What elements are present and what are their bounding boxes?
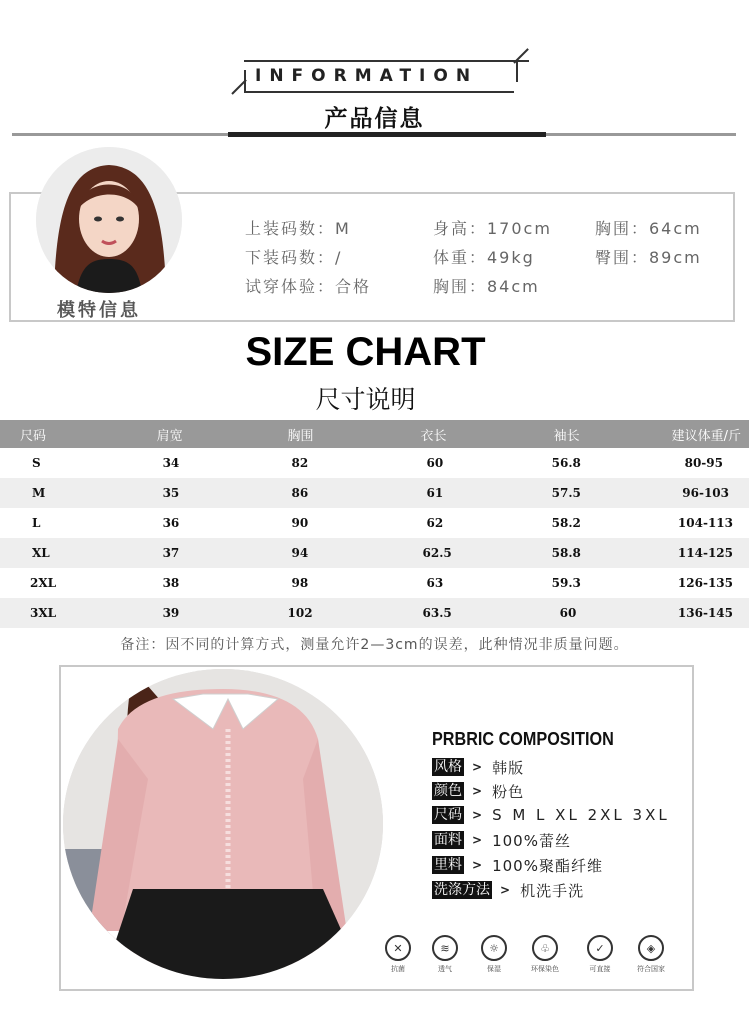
fitting-info: 试穿体验：合格 — [245, 277, 372, 296]
chevron-right-icon: > — [472, 760, 483, 774]
column-header: 袖长 — [534, 420, 672, 448]
table-cell: 90 — [291, 516, 309, 530]
table-cell: 86 — [268, 478, 401, 508]
table-cell: 62.5 — [401, 538, 534, 568]
top-size-info: 上装码数：M — [245, 219, 351, 238]
model-avatar — [36, 147, 182, 293]
care-label: 保湿 — [487, 965, 501, 973]
column-header: 肩宽 — [75, 420, 268, 448]
composition-tag: 面料 — [434, 832, 462, 848]
chevron-right-icon: > — [472, 833, 483, 847]
header-accent-bar — [228, 132, 546, 137]
table-cell: L — [32, 516, 41, 530]
composition-tag: 风格 — [434, 759, 462, 775]
info-header — [0, 0, 749, 140]
table-cell: 59.3 — [551, 576, 581, 590]
table-cell: 61 — [401, 478, 534, 508]
composition-value: 粉色 — [492, 782, 525, 801]
antibacterial-icon: ✕ — [385, 935, 411, 961]
size-chart-subtitle: 尺寸说明 — [315, 385, 416, 414]
chevron-right-icon: > — [500, 883, 511, 897]
column-header: 衣长 — [401, 420, 534, 448]
table-row — [0, 568, 749, 598]
care-label: 符合国家 — [637, 965, 665, 973]
composition-tag: 尺码 — [434, 807, 462, 823]
table-cell: 82 — [291, 456, 309, 470]
breathable-icon: ≋ — [432, 935, 458, 961]
composition-title: PRBRIC COMPOSITION — [432, 729, 614, 749]
composition-row — [432, 757, 524, 777]
table-cell: 2XL — [30, 576, 57, 590]
column-header: 胸围 — [268, 420, 401, 448]
table-cell: 94 — [268, 538, 401, 568]
care-label: 透气 — [438, 965, 452, 973]
composition-tag: 里料 — [434, 857, 462, 873]
care-item — [379, 935, 417, 974]
bust-info: 胸围：64cm — [595, 219, 702, 238]
table-cell: 114-125 — [672, 538, 749, 568]
height-info: 身高：170cm — [433, 219, 552, 238]
information-heading: INFORMATION — [255, 66, 479, 86]
composition-value: 韩版 — [492, 758, 525, 777]
table-cell: 36 — [162, 516, 180, 530]
composition-row — [432, 805, 670, 825]
composition-tag: 颜色 — [434, 783, 462, 799]
table-row — [0, 448, 749, 478]
header-tick-right — [516, 60, 518, 82]
washable-icon: ✓ — [587, 935, 613, 961]
care-item — [526, 935, 564, 974]
table-cell: 37 — [75, 538, 268, 568]
size-note: 备注：因不同的计算方式，测量允许2—3cm的误差，此种情况非质量问题。 — [120, 637, 629, 653]
care-item — [632, 935, 670, 974]
product-info-title: 产品信息 — [324, 106, 425, 132]
chevron-right-icon: > — [472, 808, 483, 822]
composition-value: 机洗手洗 — [520, 881, 585, 900]
table-cell: XL — [0, 538, 75, 568]
column-header: 建议体重/斤 — [672, 420, 749, 448]
care-item — [426, 935, 464, 974]
standard-icon: ◈ — [638, 935, 664, 961]
table-cell: 63 — [426, 576, 444, 590]
eco-dye-icon: ♧ — [532, 935, 558, 961]
table-cell: 80-95 — [684, 456, 723, 470]
table-cell: 57.5 — [534, 478, 672, 508]
table-row — [0, 508, 749, 538]
care-item — [581, 935, 619, 974]
table-cell: 104-113 — [677, 516, 733, 530]
care-label: 环保染色 — [531, 965, 559, 973]
size-table-header — [0, 420, 749, 448]
chevron-right-icon: > — [472, 858, 483, 872]
composition-row — [432, 830, 571, 850]
table-cell: 38 — [162, 576, 180, 590]
table-cell: 58.8 — [534, 538, 672, 568]
composition-row — [432, 781, 524, 801]
composition-tag: 洗涤方法 — [434, 882, 490, 898]
bottom-size-info: 下装码数：/ — [245, 248, 343, 267]
table-cell: 34 — [162, 456, 180, 470]
product-photo — [63, 669, 383, 979]
composition-row — [432, 855, 603, 875]
table-cell: 102 — [268, 598, 401, 628]
table-cell: 126-135 — [677, 576, 733, 590]
hip-info: 臀围：89cm — [595, 248, 702, 267]
table-cell: 63.5 — [401, 598, 534, 628]
composition-row — [432, 880, 584, 900]
table-cell: S — [32, 456, 41, 470]
table-cell: 136-145 — [672, 598, 749, 628]
chevron-right-icon: > — [472, 784, 483, 798]
composition-value: 100%蕾丝 — [492, 831, 571, 850]
model-info-label: 模特信息 — [57, 300, 141, 321]
table-cell: 56.8 — [551, 456, 581, 470]
table-row — [0, 478, 749, 508]
column-header: 尺码 — [0, 420, 75, 448]
header-line-top — [244, 60, 529, 62]
care-label: 可直接 — [589, 965, 611, 973]
warmth-icon: ☼ — [481, 935, 507, 961]
table-cell: 98 — [291, 576, 309, 590]
table-cell: 96-103 — [672, 478, 749, 508]
chest-info: 胸围：84cm — [433, 277, 540, 296]
composition-value: 100%聚酯纤维 — [492, 856, 603, 875]
composition-value: S M L XL 2XL 3XL — [492, 806, 670, 824]
table-cell: M — [0, 478, 75, 508]
table-row — [0, 538, 749, 568]
table-cell: 60 — [426, 456, 444, 470]
table-cell: 60 — [534, 598, 672, 628]
weight-info: 体重：49kg — [433, 248, 535, 267]
care-item — [475, 935, 513, 974]
size-chart-title: SIZE CHART — [245, 330, 486, 374]
care-label: 抗菌 — [391, 965, 405, 973]
header-line-bottom — [244, 91, 514, 93]
table-cell: 58.2 — [551, 516, 581, 530]
size-table — [0, 420, 749, 628]
table-cell: 62 — [426, 516, 444, 530]
table-cell: 39 — [75, 598, 268, 628]
table-cell: 3XL — [0, 598, 75, 628]
table-row — [0, 598, 749, 628]
table-cell: 35 — [75, 478, 268, 508]
